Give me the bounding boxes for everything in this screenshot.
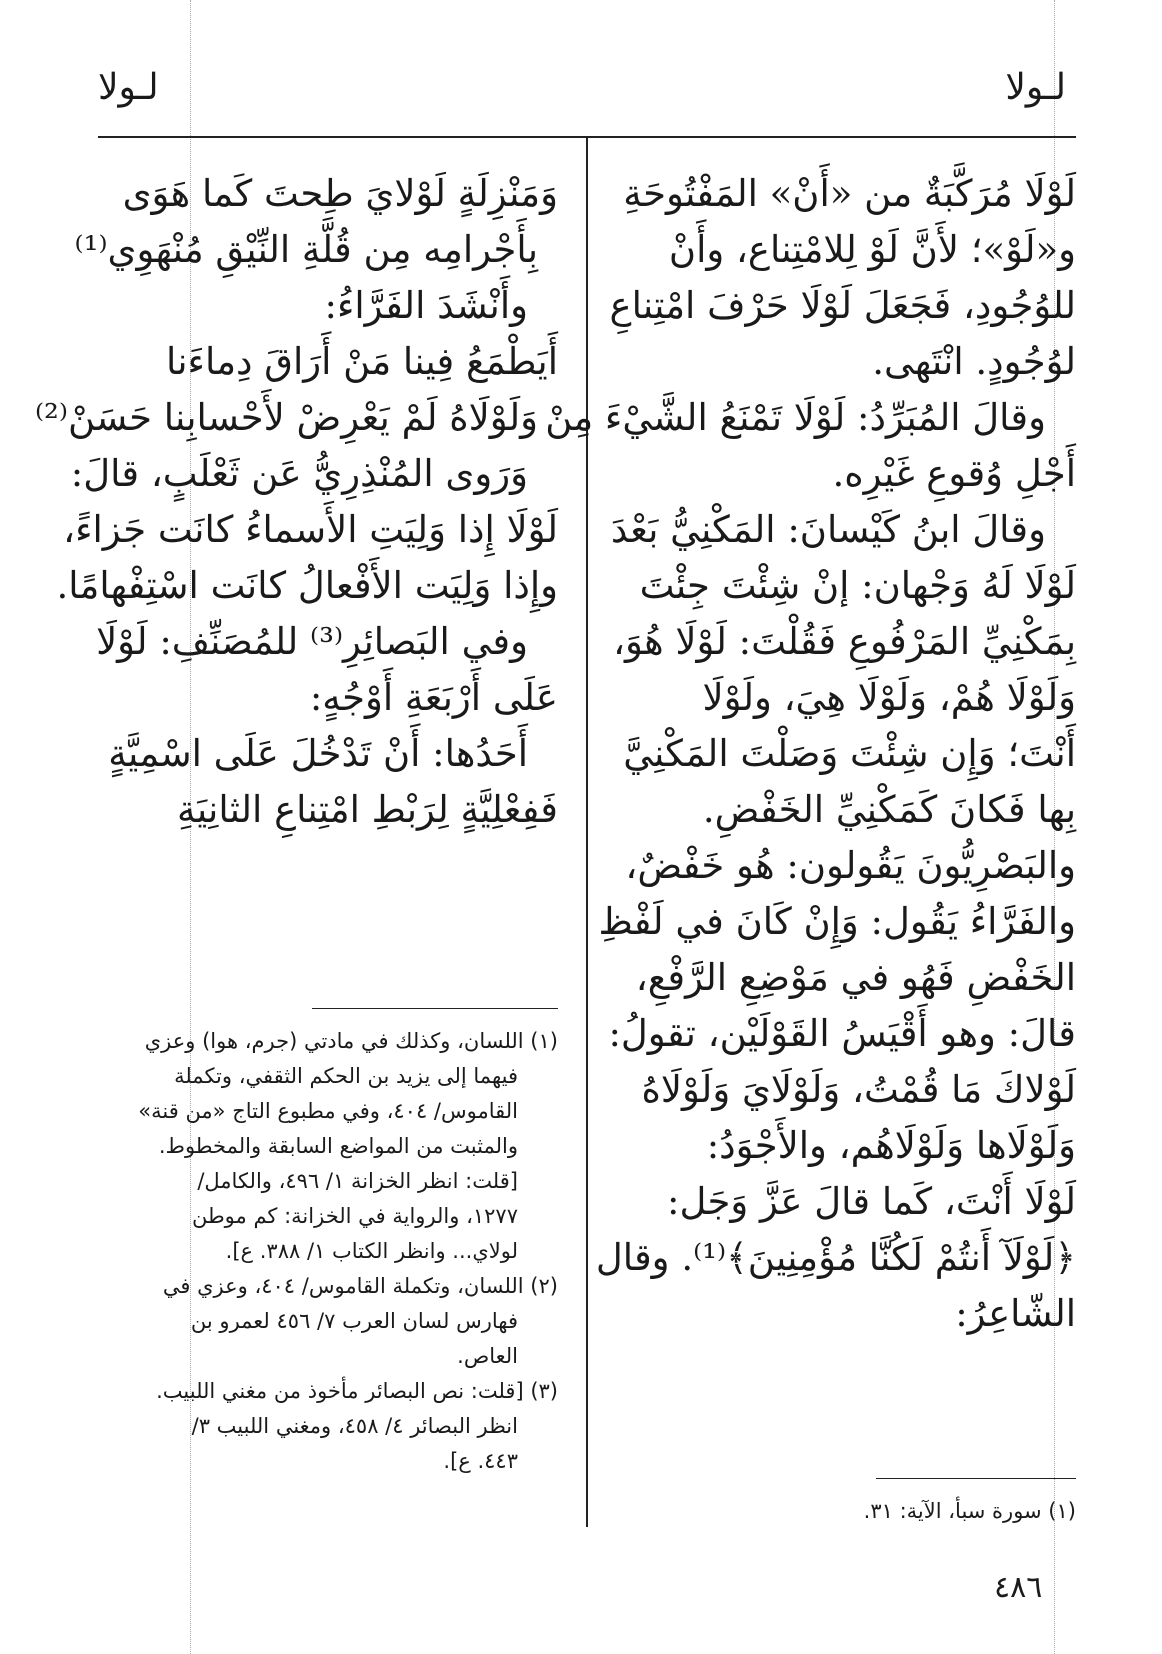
text-line: الشّاعِرُ: bbox=[955, 1292, 1076, 1335]
footnote-line: فهارس لسان العرب ٧/ ٤٥٦ لعمرو بن bbox=[190, 1309, 518, 1333]
text-line: وَلَوْلَا هُمْ، وَلَوْلَا هِيَ، ولَوْلَا bbox=[702, 676, 1076, 719]
footnote-line: فيهما إلى يزيد بن الحكم الثقفي، وتكملة bbox=[174, 1064, 518, 1088]
text-line: والفَرَّاءُ يَقُول: وَإِنْ كَانَ في لَفْظِ bbox=[598, 900, 1076, 943]
text-line: عَلَى أَرْبَعَةِ أَوْجُهٍ: bbox=[309, 676, 558, 719]
text-line: لوُجُودٍ. انْتَهى. bbox=[872, 340, 1076, 383]
footnote-line: (٢) اللسان، وتكملة القاموس/ ٤٠٤، وعزي في bbox=[162, 1274, 558, 1298]
text-line: لَوْلَا مُرَكَّبَةٌ من «أَنْ» المَفْتُوحَةِ bbox=[623, 172, 1076, 215]
text-line: لَوْلَا لَهُ وَجْهان: إنْ شِئْتَ جِئْتَ bbox=[639, 564, 1076, 607]
footnote-line: انظر البصائر ٤/ ٤٥٨، ومغني اللبيب ٣/ bbox=[191, 1414, 518, 1438]
text-line: لَوْلَا أَنْتَ، كَما قالَ عَزَّ وَجَل: bbox=[667, 1180, 1076, 1223]
footnote-separator-left bbox=[312, 1008, 558, 1009]
text-line: أَنْتَ؛ وَإِن شِئْتَ وَصَلْتَ المَكْنِيَّ bbox=[623, 732, 1076, 775]
footnote-line: (١) سورة سبأ، الآية: ٣١. bbox=[863, 1499, 1076, 1523]
text-line: وقالَ ابنُ كَيْسانَ: المَكْنِيُّ بَعْدَ bbox=[610, 508, 1046, 551]
text-line: الخَفْضِ فَهُو في مَوْضِعِ الرَّفْعِ، bbox=[635, 956, 1076, 999]
text-line: للوُجُودِ، فَجَعَلَ لَوْلَا حَرْفَ امْتِناعِ bbox=[609, 284, 1076, 327]
text-line: أَجْلِ وُقوعِ غَيْرِه. bbox=[832, 452, 1076, 495]
text-line: و«لَوْ»؛ لأَنَّ لَوْ لِلامْتِناع، وأَنْ bbox=[668, 228, 1076, 271]
footnote-line: (١) اللسان، وكذلك في مادتي (جرم، هوا) وعزي bbox=[144, 1029, 558, 1053]
text-line: والبَصْرِيُّونَ يَقُولون: هُو خَفْضٌ، bbox=[625, 844, 1076, 887]
text-line: وإِذا وَلِيَت الأَفْعالُ كانَت اسْتِفْهامًا. bbox=[56, 564, 558, 607]
text-line: بِمَكْنِيِّ المَرْفُوعِ فَقُلْتَ: لَوْلَا هُوَ، bbox=[613, 620, 1076, 663]
text-line: وقالَ المُبَرِّدُ: لَوْلَا تَمْنَعُ الشَّيْءَ مِنْ bbox=[545, 396, 1046, 439]
footnote-line: ١٢٧٧، والرواية في الخزانة: كم موطن bbox=[191, 1204, 518, 1228]
text-line: بِها فَكانَ كَمَكْنِيِّ الخَفْضِ. bbox=[702, 788, 1076, 831]
footnote-line: العاص. bbox=[457, 1344, 518, 1368]
verse-line: وَمَنْزِلَةٍ لَوْلايَ طِحتَ كَما هَوَى bbox=[122, 172, 558, 215]
left-column bbox=[34, 166, 558, 838]
quran-verse-line: ﴿لَوْلَآ أَنتُمْ لَكُنَّا مُؤْمِنِينَ﴾⁽¹⁾. وقال bbox=[595, 1236, 1076, 1279]
text-line: لَوْلَا إِذا وَلِيَتِ الأَسماءُ كانَت جَزاءً، bbox=[63, 508, 558, 551]
text-line: وفي البَصائِرِ⁽³⁾ للمُصَنِّفِ: لَوْلَا bbox=[96, 620, 528, 663]
verse-line: وَلَوْلَاهُ لَمْ يَعْرِضْ لأَحْسابِنا حَسَنْ⁽²⁾ bbox=[34, 396, 538, 439]
text-line: فَفِعْلِيَّةٍ لِرَبْطِ امْتِناعِ الثانِيَةِ bbox=[177, 788, 558, 831]
text-line: لَوْلاكَ مَا قُمْتُ، وَلَوْلَايَ وَلَوْلَاهُ bbox=[641, 1068, 1076, 1111]
text-line: وَلَوْلَاها وَلَوْلَاهُم، والأَجْوَدُ: bbox=[706, 1124, 1076, 1167]
footnote-line: لولاي... وانظر الكتاب ١/ ٣٨٨. ع]. bbox=[225, 1239, 518, 1263]
text-line: أَحَدُها: أَنْ تَدْخُلَ عَلَى اسْمِيَّةٍ bbox=[108, 732, 528, 775]
footnote-line: [قلت: انظر الخزانة ١/ ٤٩٦، والكامل/ bbox=[197, 1169, 518, 1193]
running-header-left: لـولا bbox=[98, 67, 159, 108]
footnotes-left bbox=[106, 1024, 558, 1479]
text-line: وأَنْشَدَ الفَرَّاءُ: bbox=[324, 284, 528, 327]
verse-line: بِأَجْرامِه مِن قُلَّةِ النِّيْقِ مُنْهَوِي⁽¹⁾ bbox=[74, 228, 538, 271]
verse-line: أَيَطْمَعُ فِينا مَنْ أَرَاقَ دِماءَنا bbox=[165, 340, 558, 383]
column-divider bbox=[586, 137, 588, 1527]
running-header-right: لـولا bbox=[1005, 67, 1066, 108]
footnote-line: ٤٤٣. ع]. bbox=[443, 1449, 518, 1473]
page-number: ٤٨٦ bbox=[994, 1570, 1043, 1605]
text-line: قالَ: وهو أَقْيَسُ القَوْلَيْن، تقولُ: bbox=[608, 1012, 1076, 1055]
footnote-line: القاموس/ ٤٠٤، وفي مطبوع التاج «من قنة» bbox=[138, 1099, 518, 1123]
right-column bbox=[545, 166, 1076, 1342]
footnote-separator-right bbox=[876, 1478, 1076, 1479]
footnote-line: والمثبت من المواضع السابقة والمخطوط. bbox=[158, 1134, 518, 1158]
text-line: وَرَوى المُنْذِرِيُّ عَن ثَعْلَبٍ، قالَ: bbox=[70, 452, 528, 495]
footnote-line: (٣) [قلت: نص البصائر مأخوذ من مغني اللبيب. bbox=[156, 1379, 558, 1403]
footnotes-right bbox=[604, 1494, 1076, 1529]
